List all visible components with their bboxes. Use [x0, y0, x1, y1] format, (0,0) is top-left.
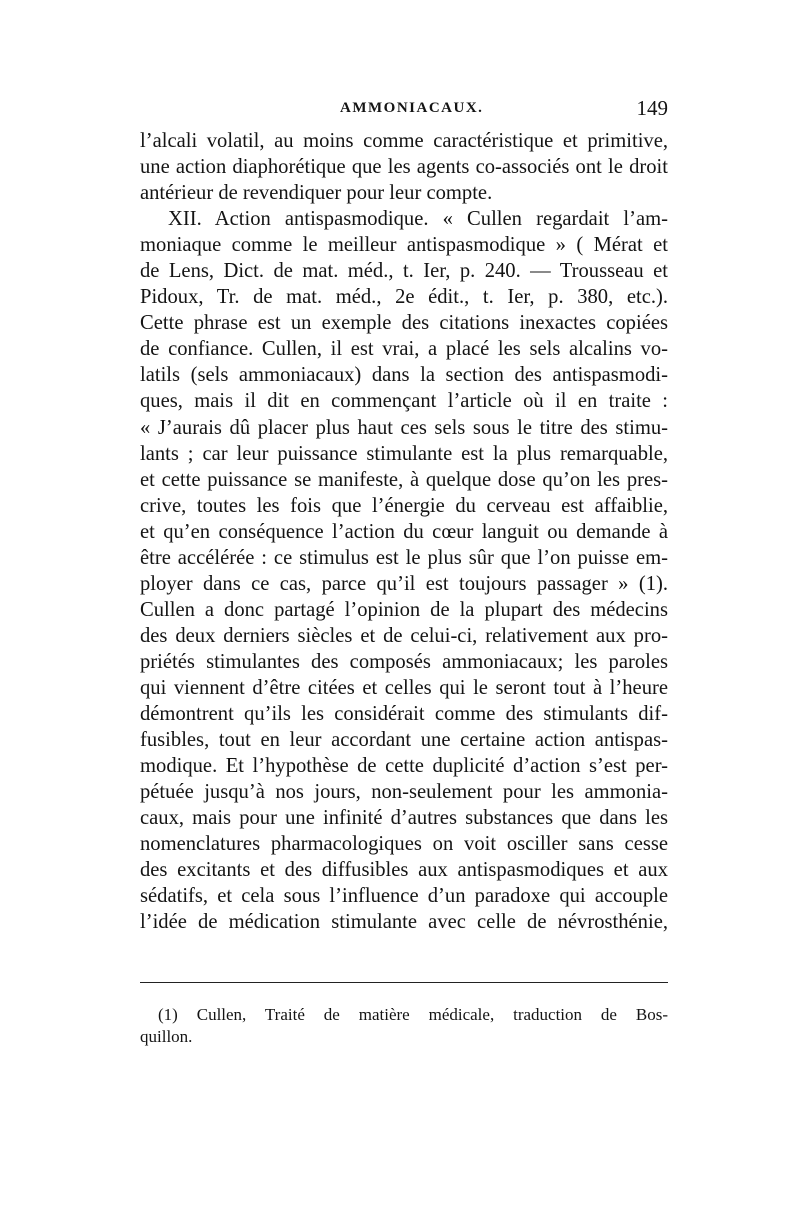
- text-line: ques, mais il dit en commençant l’article où il en traite :: [140, 390, 668, 413]
- body-text: [140, 128, 668, 935]
- text-line: ployer dans ce cas, parce qu’il est toujours passager » (1).: [140, 572, 668, 595]
- text-line: Cullen a donc partagé l’opinion de la plupart des médecins: [140, 598, 668, 621]
- text-line: moniaque comme le meilleur antispasmodique » ( Mérat et: [140, 234, 668, 257]
- footnote-line: (1) Cullen, Traité de matière médicale, traduction de Bos-: [158, 1005, 668, 1024]
- text-line: être accélérée : ce stimulus est le plus sûr que l’on puisse em-: [140, 546, 668, 569]
- text-line: priétés stimulantes des composés ammoniacaux; les paroles: [140, 650, 668, 673]
- text-line: de Lens, Dict. de mat. méd., t. Ier, p. 240. — Trousseau et: [140, 260, 668, 283]
- text-line: des deux derniers siècles et de celui-ci, relativement aux pro-: [140, 624, 668, 647]
- text-line: pétuée jusqu’à nos jours, non-seulement pour les ammonia-: [140, 781, 668, 804]
- text-line: et cette puissance se manifeste, à quelque dose qu’on les pres-: [140, 468, 668, 491]
- running-title: AMMONIACAUX.: [340, 100, 484, 116]
- text-line: caux, mais pour une infinité d’autres substances que dans les: [140, 807, 668, 830]
- text-line: sédatifs, et cela sous l’influence d’un paradoxe qui accouple: [140, 885, 668, 908]
- text-line: l’alcali volatil, au moins comme caractéristique et primitive,: [140, 130, 668, 152]
- text-line: Pidoux, Tr. de mat. méd., 2e édit., t. Ier, p. 380, etc.).: [140, 286, 668, 309]
- text-line: des excitants et des diffusibles aux antispasmodiques et aux: [140, 859, 668, 882]
- text-line: l’idée de médication stimulante avec celle de névrosthénie,: [140, 911, 668, 934]
- text-line: fusibles, tout en leur accordant une certaine action antispas-: [140, 729, 668, 752]
- text-line: une action diaphorétique que les agents co-associés ont le droit: [140, 156, 668, 179]
- text-line: antérieur de revendiquer pour leur compte.: [140, 182, 493, 205]
- footnotes: [140, 1004, 668, 1048]
- text-line: modique. Et l’hypothèse de cette duplicité d’action s’est per-: [140, 755, 668, 778]
- text-line: qui viennent d’être citées et celles qui le seront tout à l’heure: [140, 676, 668, 699]
- footnote-line: quillon.: [140, 1027, 193, 1046]
- running-head: [140, 96, 668, 122]
- section-heading-line: XII. Action antispasmodique. « Cullen regardait l’am-: [168, 208, 668, 231]
- footnote-divider: [140, 982, 668, 983]
- text-line: crive, toutes les fois que l’énergie du cerveau est affaiblie,: [140, 494, 668, 517]
- text-line: Cette phrase est un exemple des citations inexactes copiées: [140, 312, 668, 335]
- text-line: nomenclatures pharmacologiques on voit osciller sans cesse: [140, 833, 668, 856]
- page-number: 149: [636, 96, 668, 120]
- text-line: « J’aurais dû placer plus haut ces sels sous le titre des stimu-: [140, 416, 668, 439]
- text-line: et qu’en conséquence l’action du cœur languit ou demande à: [140, 520, 668, 543]
- text-line: de confiance. Cullen, il est vrai, a placé les sels alcalins vo-: [140, 338, 668, 361]
- text-line: latils (sels ammoniacaux) dans la section des antispasmodi-: [140, 364, 668, 387]
- text-line: lants ; car leur puissance stimulante est la plus remarquable,: [140, 442, 668, 465]
- text-line: démontrent qu’ils les considérait comme des stimulants dif-: [140, 703, 668, 726]
